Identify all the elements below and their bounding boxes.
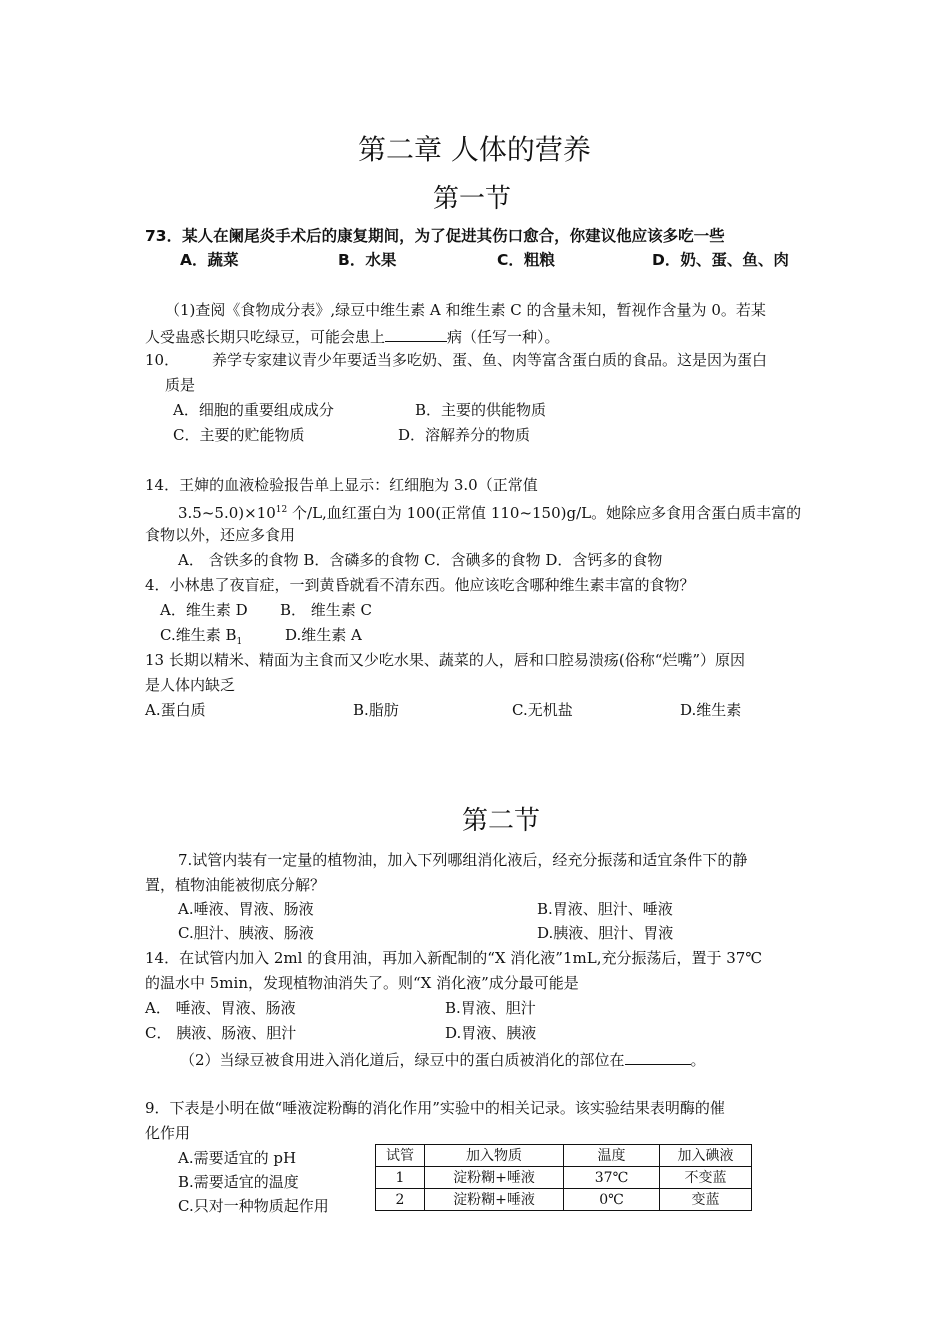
table-cell: 0℃ — [564, 1189, 660, 1211]
q9-line2: 化作用 — [145, 1124, 191, 1142]
q13-option-a: A.蛋白质 — [145, 701, 206, 719]
table-cell: 1 — [376, 1167, 425, 1189]
q10-line2: 质是 — [165, 376, 196, 394]
answer-blank — [385, 325, 447, 342]
q7-option-d: D.胰液、胆汁、胃液 — [537, 924, 674, 942]
section-title-1: 第一节 — [433, 184, 512, 214]
q7-line2: 置，植物油能被彻底分解？ — [145, 876, 326, 894]
q13-line2: 是人体内缺乏 — [145, 676, 236, 694]
q-lvdou1-line1: （1)查阅《食物成分表》,绿豆中维生素 A 和维生素 C 的含量未知，暂视作含量为 0。若某 — [165, 301, 766, 319]
q13-line1: 13 长期以精米、精面为主食而又少吃水果、蔬菜的人，唇和口腔易溃疡(俗称“烂嘴”）原因 — [145, 651, 746, 669]
q73-option-d: D．奶、蛋、鱼、肉 — [652, 251, 789, 269]
q7-option-b: B.胃液、胆汁、唾液 — [537, 900, 673, 918]
q10-option-b: B．主要的供能物质 — [415, 401, 547, 419]
q9-option-c: C.只对一种物质起作用 — [178, 1197, 329, 1215]
table-header-cell: 加入物质 — [425, 1145, 564, 1167]
q73-option-b: B．水果 — [338, 251, 397, 269]
q13-option-c: C.无机盐 — [512, 701, 573, 719]
q73-option-c: C．粗粮 — [497, 251, 555, 269]
q10-option-d: D．溶解养分的物质 — [398, 426, 531, 444]
q7-line1: 7.试管内装有一定量的植物油，加入下列哪组消化液后，经充分振荡和适宜条件下的静 — [178, 851, 748, 869]
q4-option-c: C.维生素 $B_1$ — [160, 626, 243, 647]
table-header-cell: 试管 — [376, 1145, 425, 1167]
q14b-option-a: A． 唾液、胃液、肠液 — [145, 999, 296, 1017]
q10-option-a: A．细胞的重要组成成分 — [173, 401, 334, 419]
table-row — [376, 1189, 752, 1211]
q14b-option-b: B.胃液、胆汁 — [445, 999, 536, 1017]
q4-option-a: A．维生素 D — [160, 601, 248, 619]
q7-option-a: A.唾液、胃液、肠液 — [178, 900, 314, 918]
q13-option-d: D.维生素 — [680, 701, 742, 719]
q9-option-a: A.需要适宜的 pH — [178, 1149, 297, 1167]
q4-stem: 4．小林患了夜盲症，一到黄昏就看不清东西。他应该吃含哪种维生素丰富的食物？ — [145, 576, 695, 594]
q14b-option-c: C． 胰液、肠液、胆汁 — [145, 1024, 297, 1042]
q14-line1: 14．王婶的血液检验报告单上显示：红细胞为 3.0（正常值 — [145, 476, 538, 494]
q4-option-b: B． 维生素 C — [280, 601, 373, 619]
table-cell: 不变蓝 — [660, 1167, 752, 1189]
q13-option-b: B.脂肪 — [353, 701, 399, 719]
q10-number: 10． — [145, 351, 180, 369]
table-cell: 变蓝 — [660, 1189, 752, 1211]
q9-line1: 9．下表是小明在做“唾液淀粉酶的消化作用”实验中的相关记录。该实验结果表明酶的催 — [145, 1099, 725, 1117]
q14-options: A． 含铁多的食物 B．含磷多的食物 C．含碘多的食物 D．含钙多的食物 — [178, 551, 663, 569]
q4-option-d: D.维生素 A — [285, 626, 362, 644]
table-row — [376, 1167, 752, 1189]
table-cell: 淀粉糊+唾液 — [425, 1189, 564, 1211]
table-cell: 2 — [376, 1189, 425, 1211]
chapter-title: 第二章 人体的营养 — [358, 133, 591, 166]
q14-line3: 食物以外，还应多食用 — [145, 526, 296, 544]
table-header-cell: 温度 — [564, 1145, 660, 1167]
q9-option-b: B.需要适宜的温度 — [178, 1173, 299, 1191]
table-header-row — [376, 1145, 752, 1167]
q14b-line2: 的温水中 5min，发现植物油消失了。则“X 消化液”成分最可能是 — [145, 974, 579, 992]
q-lvdou1-line2: 人受蛊惑长期只吃绿豆，可能会患上 病（任写一种）。 — [145, 325, 560, 347]
q7-option-c: C.胆汁、胰液、肠液 — [178, 924, 314, 942]
table-cell: 37℃ — [564, 1167, 660, 1189]
q-lvdou2: （2）当绿豆被食用进入消化道后，绿豆中的蛋白质被消化的部位在 。 — [180, 1048, 706, 1070]
q73-stem: 73．某人在阑尾炎手术后的康复期间，为了促进其伤口愈合，你建议他应该多吃一些 — [145, 227, 725, 245]
q14b-option-d: D.胃液、胰液 — [445, 1024, 537, 1042]
answer-blank — [625, 1048, 691, 1065]
q14b-line1: 14．在试管内加入 2ml 的食用油，再加入新配制的“X 消化液”1mL,充分振荡后，置于 37℃ — [145, 949, 763, 967]
table-cell: 淀粉糊+唾液 — [425, 1167, 564, 1189]
table-header-cell: 加入碘液 — [660, 1145, 752, 1167]
section-title-2: 第二节 — [462, 806, 541, 836]
experiment-table — [375, 1144, 752, 1211]
q10-line1: 养学专家建议青少年要适当多吃奶、蛋、鱼、肉等富含蛋白质的食品。这是因为蛋白 — [212, 351, 768, 369]
q14-line2: $3.5\sim 5.0)\times 10^{12}$ 个/L,血红蛋白为 100(正常值 110~150)g/L。她除应多食用含蛋白质丰富的 — [178, 504, 802, 522]
q73-option-a: A．蔬菜 — [180, 251, 239, 269]
q10-option-c: C．主要的贮能物质 — [173, 426, 305, 444]
